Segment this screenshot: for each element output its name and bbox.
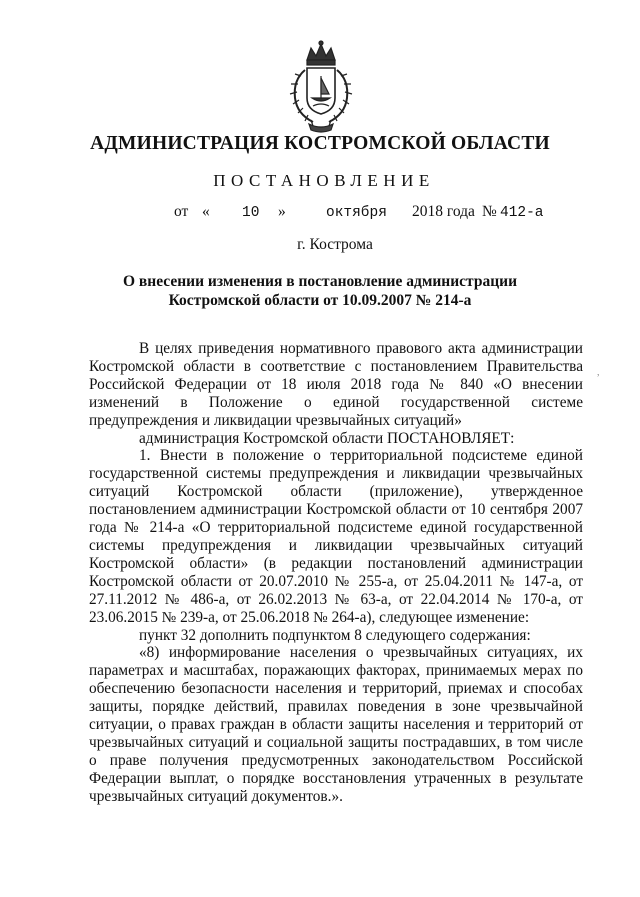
title-line-2: Костромской области от 10.09.2007 № 214-а [168,292,472,309]
city-label: г. Кострома [297,236,373,253]
date-quote-close: » [278,203,286,220]
date-prefix: от [174,203,189,220]
resolution-paragraph: администрация Костромской области ПОСТАНОВЛЯЕТ: [139,429,515,447]
item-32-paragraph: пункт 32 дополнить подпунктом 8 следующего содержания: [139,626,531,644]
document-body [89,340,583,806]
scan-mark: , [597,367,600,378]
document-type: ПОСТАНОВЛЕНИЕ [213,171,435,190]
document-number-sign: № [482,203,497,220]
date-year: 2018 года [412,203,475,220]
document-title [80,272,560,310]
item-1-paragraph: 1. Внести в положение о территориальной подсистеме единой государственной системы предупреждения и ликвидации чрезвычайных ситуаций Костромской области (приложение), утвержденное постановлением администрации Костромской области от 10 сентября 2007 года № 214-а «О территориальной подсистеме единой государственной системы предупреждения и ликвидации чрезвычайных ситуаций Костромской области» (в редакции постановлений администрации Костромской области от 20.07.2010 № 255-а, от 25.04.2011 № 147-а, от 27.11.2012 № 486-а, от 26.02.2013 № 63-а, от 22.04.2014 № 170-а, от 23.06.2015 № 239-а, от 25.06.2018 № 264-а), следующее изменение: [89,447,583,626]
document-number: 412-а [500,205,544,221]
preamble-paragraph: В целях приведения нормативного правового акта администрации Костромской области в соответствие с постановлением Правительства Российской Федерации от 18 июля 2018 года № 840 «О внесении изменений в Положение о единой государственной системе предупреждения и ликвидации чрезвычайных ситуаций» [89,340,583,429]
organization-title: АДМИНИСТРАЦИЯ КОСТРОМСКОЙ ОБЛАСТИ [90,133,550,154]
date-day: 10 [242,205,260,221]
date-quote-open: « [202,203,210,220]
title-line-1: О внесении изменения в постановление администрации [122,273,518,290]
date-month: октября [326,205,387,221]
subitem-8-paragraph: «8) информирование населения о чрезвычайных ситуациях, их параметрах и масштабах, поражающих факторах, принимаемых мерах по обеспечению безопасности населения и территорий, приемах и способах защиты, порядке действий, правилах поведения в зоне чрезвычайной ситуации, о правах граждан в области защиты населения и территорий от чрезвычайных ситуаций и социальной защиты пострадавших, в том числе о праве получения предусмотренных законодательством Российской Федерации выплат, о порядке восстановления утраченных в результате чрезвычайных ситуаций документов.». [89,644,583,805]
coat-of-arms-icon [283,40,359,136]
